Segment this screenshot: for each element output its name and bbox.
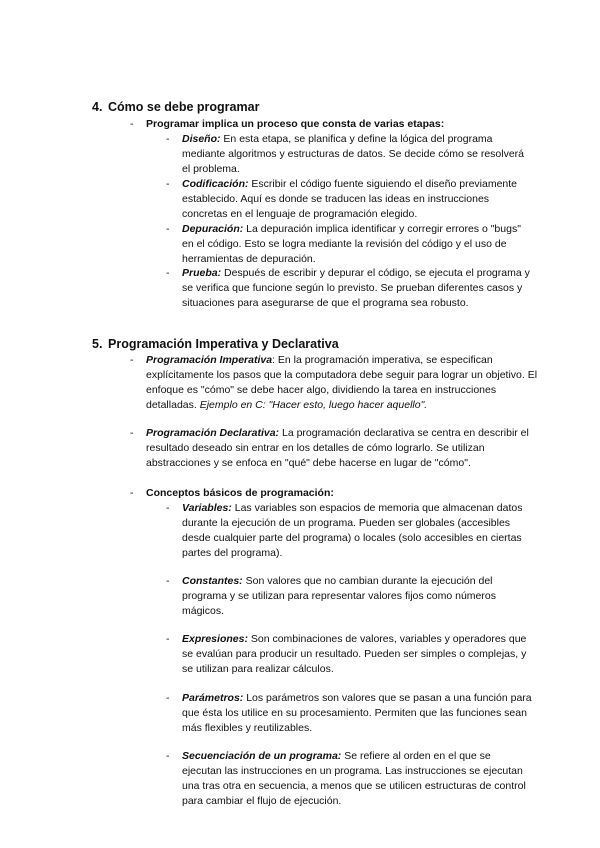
declarative-text: La programación declarativa se centra en describir el resultado deseado sin entrar en los detalles de cómo lograrlo. Se utilizan abstracciones y se enfoca en "qué" debe hacerse en lugar de "cómo".: [146, 427, 529, 469]
bullet-dash: -: [166, 133, 170, 145]
concept-variables: [166, 501, 532, 561]
stage-term: Prueba:: [182, 267, 222, 279]
bullet-dash: -: [166, 692, 170, 704]
imperative-text: : En la programación imperativa, se especifican explícitamente los pasos que la computadora debe seguir para lograr un objetivo. El enfoque es "cómo" se debe hacer algo, dividiendo la tarea en instrucciones detalladas.: [146, 354, 538, 411]
bullet-dash: -: [130, 118, 134, 130]
section-4-number: 4.: [92, 100, 103, 114]
stage-term: Depuración:: [182, 223, 244, 235]
concept-term: Parámetros:: [182, 692, 244, 704]
concept-text: Las variables son espacios de memoria que almacenan datos durante la ejecución de un programa. Pueden ser globales (accesibles desde cualquier parte del programa) o locales (solo accesibles en ciertas partes del programa).: [182, 502, 523, 559]
concepts-title: Conceptos básicos de programación:: [146, 487, 334, 499]
bullet-dash: -: [166, 750, 170, 762]
stage-coding: [166, 177, 532, 222]
declarative-programming: [130, 426, 546, 471]
bullet-dash: -: [166, 223, 170, 235]
bullet-dash: -: [166, 575, 170, 587]
concept-parameters: [166, 691, 532, 736]
concept-constants: [166, 574, 532, 619]
bullet-dash: -: [130, 354, 134, 366]
bullet-dash: -: [166, 178, 170, 190]
section-5-title: Programación Imperativa y Declarativa: [108, 337, 339, 351]
basic-concepts: [130, 486, 546, 501]
concept-text: Se refiere al orden en el que se ejecutan las instrucciones en un programa. Las instrucciones se ejecutan una tras otra en secuencia, a menos que se utilicen estructuras de control para cambiar el flujo de ejecución.: [182, 750, 526, 807]
stage-term: Diseño:: [182, 133, 221, 145]
concept-term: Constantes:: [182, 575, 243, 587]
concept-term: Secuenciación de un programa:: [182, 750, 342, 762]
stage-text: Escribir el código fuente siguiendo el diseño previamente establecido. Aquí es donde se traducen las ideas en instrucciones concretas en el lenguaje de programación elegido.: [182, 178, 518, 220]
stage-text: La depuración implica identificar y corregir errores o "bugs" en el código. Esto se logra mediante la revisión del código y el uso de herramientas de depuración.: [182, 223, 521, 265]
concept-text: Son combinaciones de valores, variables y operadores que se evalúan para producir un resultado. Pueden ser simples o complejas, y se utilizan para realizar cálculos.: [182, 633, 527, 675]
stage-term: Codificación:: [182, 178, 249, 190]
bullet-dash: -: [166, 633, 170, 645]
section-4-title: Cómo se debe programar: [108, 100, 260, 114]
section-5-number: 5.: [92, 337, 103, 351]
stage-debugging: [166, 222, 532, 267]
stage-text: En esta etapa, se planifica y define la lógica del programa mediante algoritmos y estructuras de datos. Se decide cómo se resolverá el problema.: [182, 133, 525, 175]
concept-expressions: [166, 632, 532, 677]
imperative-programming: [130, 353, 546, 413]
imperative-term: Programación Imperativa: [146, 354, 273, 366]
concept-term: Variables:: [182, 502, 232, 514]
bullet-dash: -: [130, 427, 134, 439]
section-5-heading: [92, 337, 339, 351]
bullet-dash: -: [166, 267, 170, 279]
section-4-intro: [130, 117, 546, 132]
concept-term: Expresiones:: [182, 633, 248, 645]
stage-testing: [166, 266, 532, 311]
concept-text: Son valores que no cambian durante la ejecución del programa y se utilizan para representar valores fijos como números mágicos.: [182, 575, 496, 617]
bullet-dash: -: [130, 487, 134, 499]
concept-text: Los parámetros son valores que se pasan a una función para que ésta los utilice en su procesamiento. Permiten que las funciones sean más flexibles y reutilizables.: [182, 692, 532, 734]
stage-text: Después de escribir y depurar el código, se ejecuta el programa y se verifica que funcione según lo previsto. Se prueban diferentes casos y situaciones para asegurarse de que el programa sea robusto.: [182, 267, 530, 309]
stage-design: [166, 132, 532, 177]
declarative-term: Programación Declarativa:: [146, 427, 280, 439]
intro-text: Programar implica un proceso que consta de varias etapas:: [146, 118, 445, 130]
bullet-dash: -: [166, 502, 170, 514]
concept-sequencing: [166, 749, 532, 809]
section-4-heading: [92, 100, 259, 114]
imperative-example: Ejemplo en C: "Hacer esto, luego hacer aquello".: [199, 399, 428, 411]
